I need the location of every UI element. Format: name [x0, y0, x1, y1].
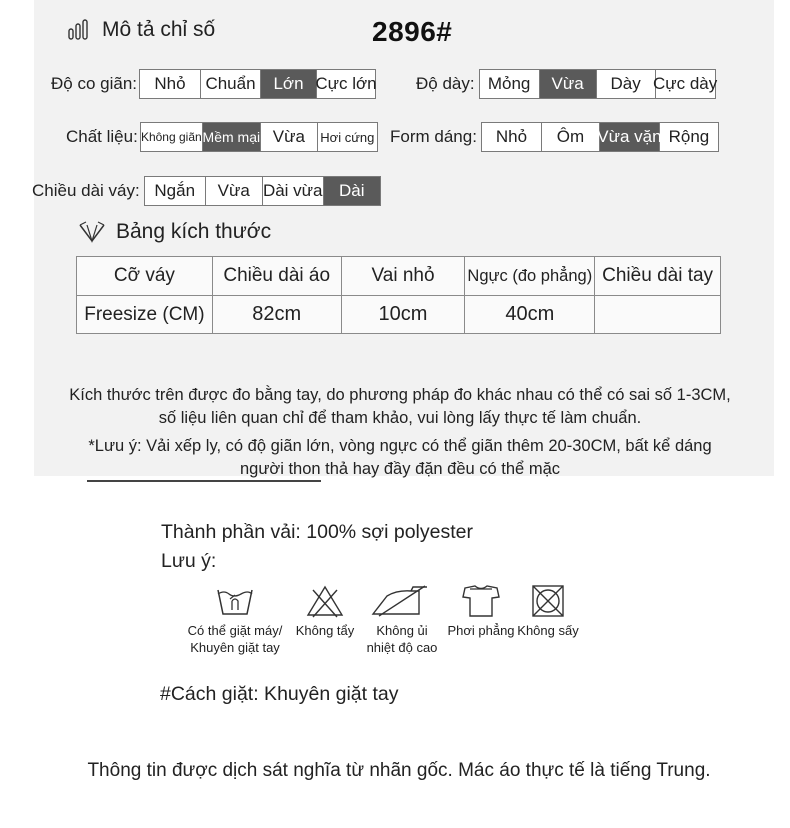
option-nho: Nhỏ — [482, 123, 542, 151]
caution-note-line: người thon thả hay đầy đặn đều có thể mặc — [240, 460, 560, 478]
option-rong: Rộng — [668, 127, 710, 146]
option-vua-selected: Vừa — [540, 70, 597, 98]
column-header: Chiều dài tay — [595, 257, 721, 296]
care-caption: Không ủi — [376, 623, 428, 638]
care-caption: Không tẩy — [295, 623, 355, 638]
care-caption: nhiệt độ cao — [366, 640, 438, 655]
fit-selector — [481, 122, 719, 152]
fabric-info — [161, 518, 473, 576]
table-row — [77, 296, 721, 334]
attr-fit — [390, 122, 719, 152]
attr-label: Chiều dài váy: — [32, 181, 140, 200]
care-note-label: Lưu ý: — [161, 550, 217, 572]
measure-note-line: số liệu liên quan chỉ để tham khảo, vui lòng lấy thực tế làm chuẩn. — [158, 409, 642, 427]
option-hoi-cung: Hơi cứng — [320, 129, 375, 145]
option-chuan: Chuẩn — [201, 70, 261, 98]
footer-note: Thông tin được dịch sát nghĩa từ nhãn gốc. Mác áo thực tế là tiếng Trung. — [87, 760, 711, 781]
attr-elasticity — [51, 69, 376, 99]
care-item — [360, 584, 444, 656]
option-dai-selected: Dài — [324, 177, 380, 205]
option-khong-gian: Không giãn — [141, 123, 203, 151]
column-header: Ngực (đo phẳng) — [465, 257, 595, 296]
table-cell: 10cm — [341, 296, 465, 334]
bar-chart-icon — [68, 19, 90, 41]
thickness-selector — [479, 69, 716, 99]
table-cell: 82cm — [212, 296, 341, 334]
option-vua: Vừa — [261, 123, 318, 151]
size-chart-heading — [78, 220, 271, 244]
wash-method: #Cách giặt: Khuyên giặt tay — [160, 683, 399, 705]
caution-note-line: *Lưu ý: Vải xếp ly, có độ giãn lớn, vòng ngực có thể giãn thêm 20-30CM, bất kể dáng — [88, 437, 712, 455]
care-item — [447, 584, 515, 639]
attr-label: Độ dày: — [416, 74, 475, 93]
table-cell — [595, 296, 721, 334]
divider — [87, 480, 321, 482]
no-iron-icon — [367, 584, 437, 618]
diamond-icon — [78, 221, 108, 243]
no-bleach-icon — [305, 584, 345, 618]
option-mong: Mỏng — [480, 70, 540, 98]
care-caption: Phơi phẳng — [447, 623, 515, 638]
attr-label: Chất liệu: — [66, 127, 138, 146]
attr-label: Độ co giãn: — [51, 74, 137, 93]
size-table — [76, 256, 721, 334]
attr-label: Form dáng: — [390, 127, 477, 146]
option-vua-van-selected: Vừa vặn — [600, 123, 660, 151]
column-header: Chiều dài áo — [212, 257, 341, 296]
attr-material — [66, 122, 378, 152]
table-cell: Freesize (CM) — [77, 296, 213, 334]
care-caption: Khuyên giặt tay — [190, 640, 280, 655]
option-cuc-lon: Cực lớn — [315, 74, 377, 93]
care-item — [183, 584, 287, 656]
spec-header — [68, 18, 215, 42]
option-om: Ôm — [542, 123, 600, 151]
attr-thickness — [416, 69, 716, 99]
attr-length — [32, 176, 381, 206]
care-item — [292, 584, 358, 639]
option-mem-mai-selected: Mềm mại — [203, 123, 261, 151]
care-caption: Không sấy — [517, 623, 579, 638]
length-selector — [144, 176, 381, 206]
option-ngan: Ngắn — [145, 177, 206, 205]
option-cuc-day: Cực dày — [652, 74, 718, 93]
care-instructions — [0, 584, 790, 674]
machine-wash-icon — [215, 584, 255, 618]
care-item — [516, 584, 580, 639]
product-code: 2896# — [372, 16, 453, 47]
fabric-composition: Thành phần vải: 100% sợi polyester — [161, 521, 473, 543]
option-vua: Vừa — [206, 177, 263, 205]
column-header: Cỡ váy — [77, 257, 213, 296]
option-lon-selected: Lớn — [261, 70, 317, 98]
no-tumble-dry-icon — [528, 584, 568, 618]
elasticity-selector — [139, 69, 376, 99]
option-day: Dày — [597, 70, 656, 98]
measure-note-line: Kích thước trên được đo bằng tay, do phương pháp đo khác nhau có thể có sai số 1-3CM, — [69, 386, 731, 404]
option-dai-vua: Dài vừa — [263, 177, 324, 205]
column-header: Vai nhỏ — [341, 257, 465, 296]
table-cell: 40cm — [465, 296, 595, 334]
care-caption: Có thể giặt máy/ — [187, 623, 283, 638]
material-selector — [140, 122, 378, 152]
hang-dry-icon — [461, 584, 501, 618]
option-nho: Nhỏ — [140, 70, 201, 98]
table-header-row — [77, 257, 721, 296]
page-title: Mô tả chỉ số — [102, 18, 216, 41]
size-chart-title: Bảng kích thước — [116, 220, 272, 243]
